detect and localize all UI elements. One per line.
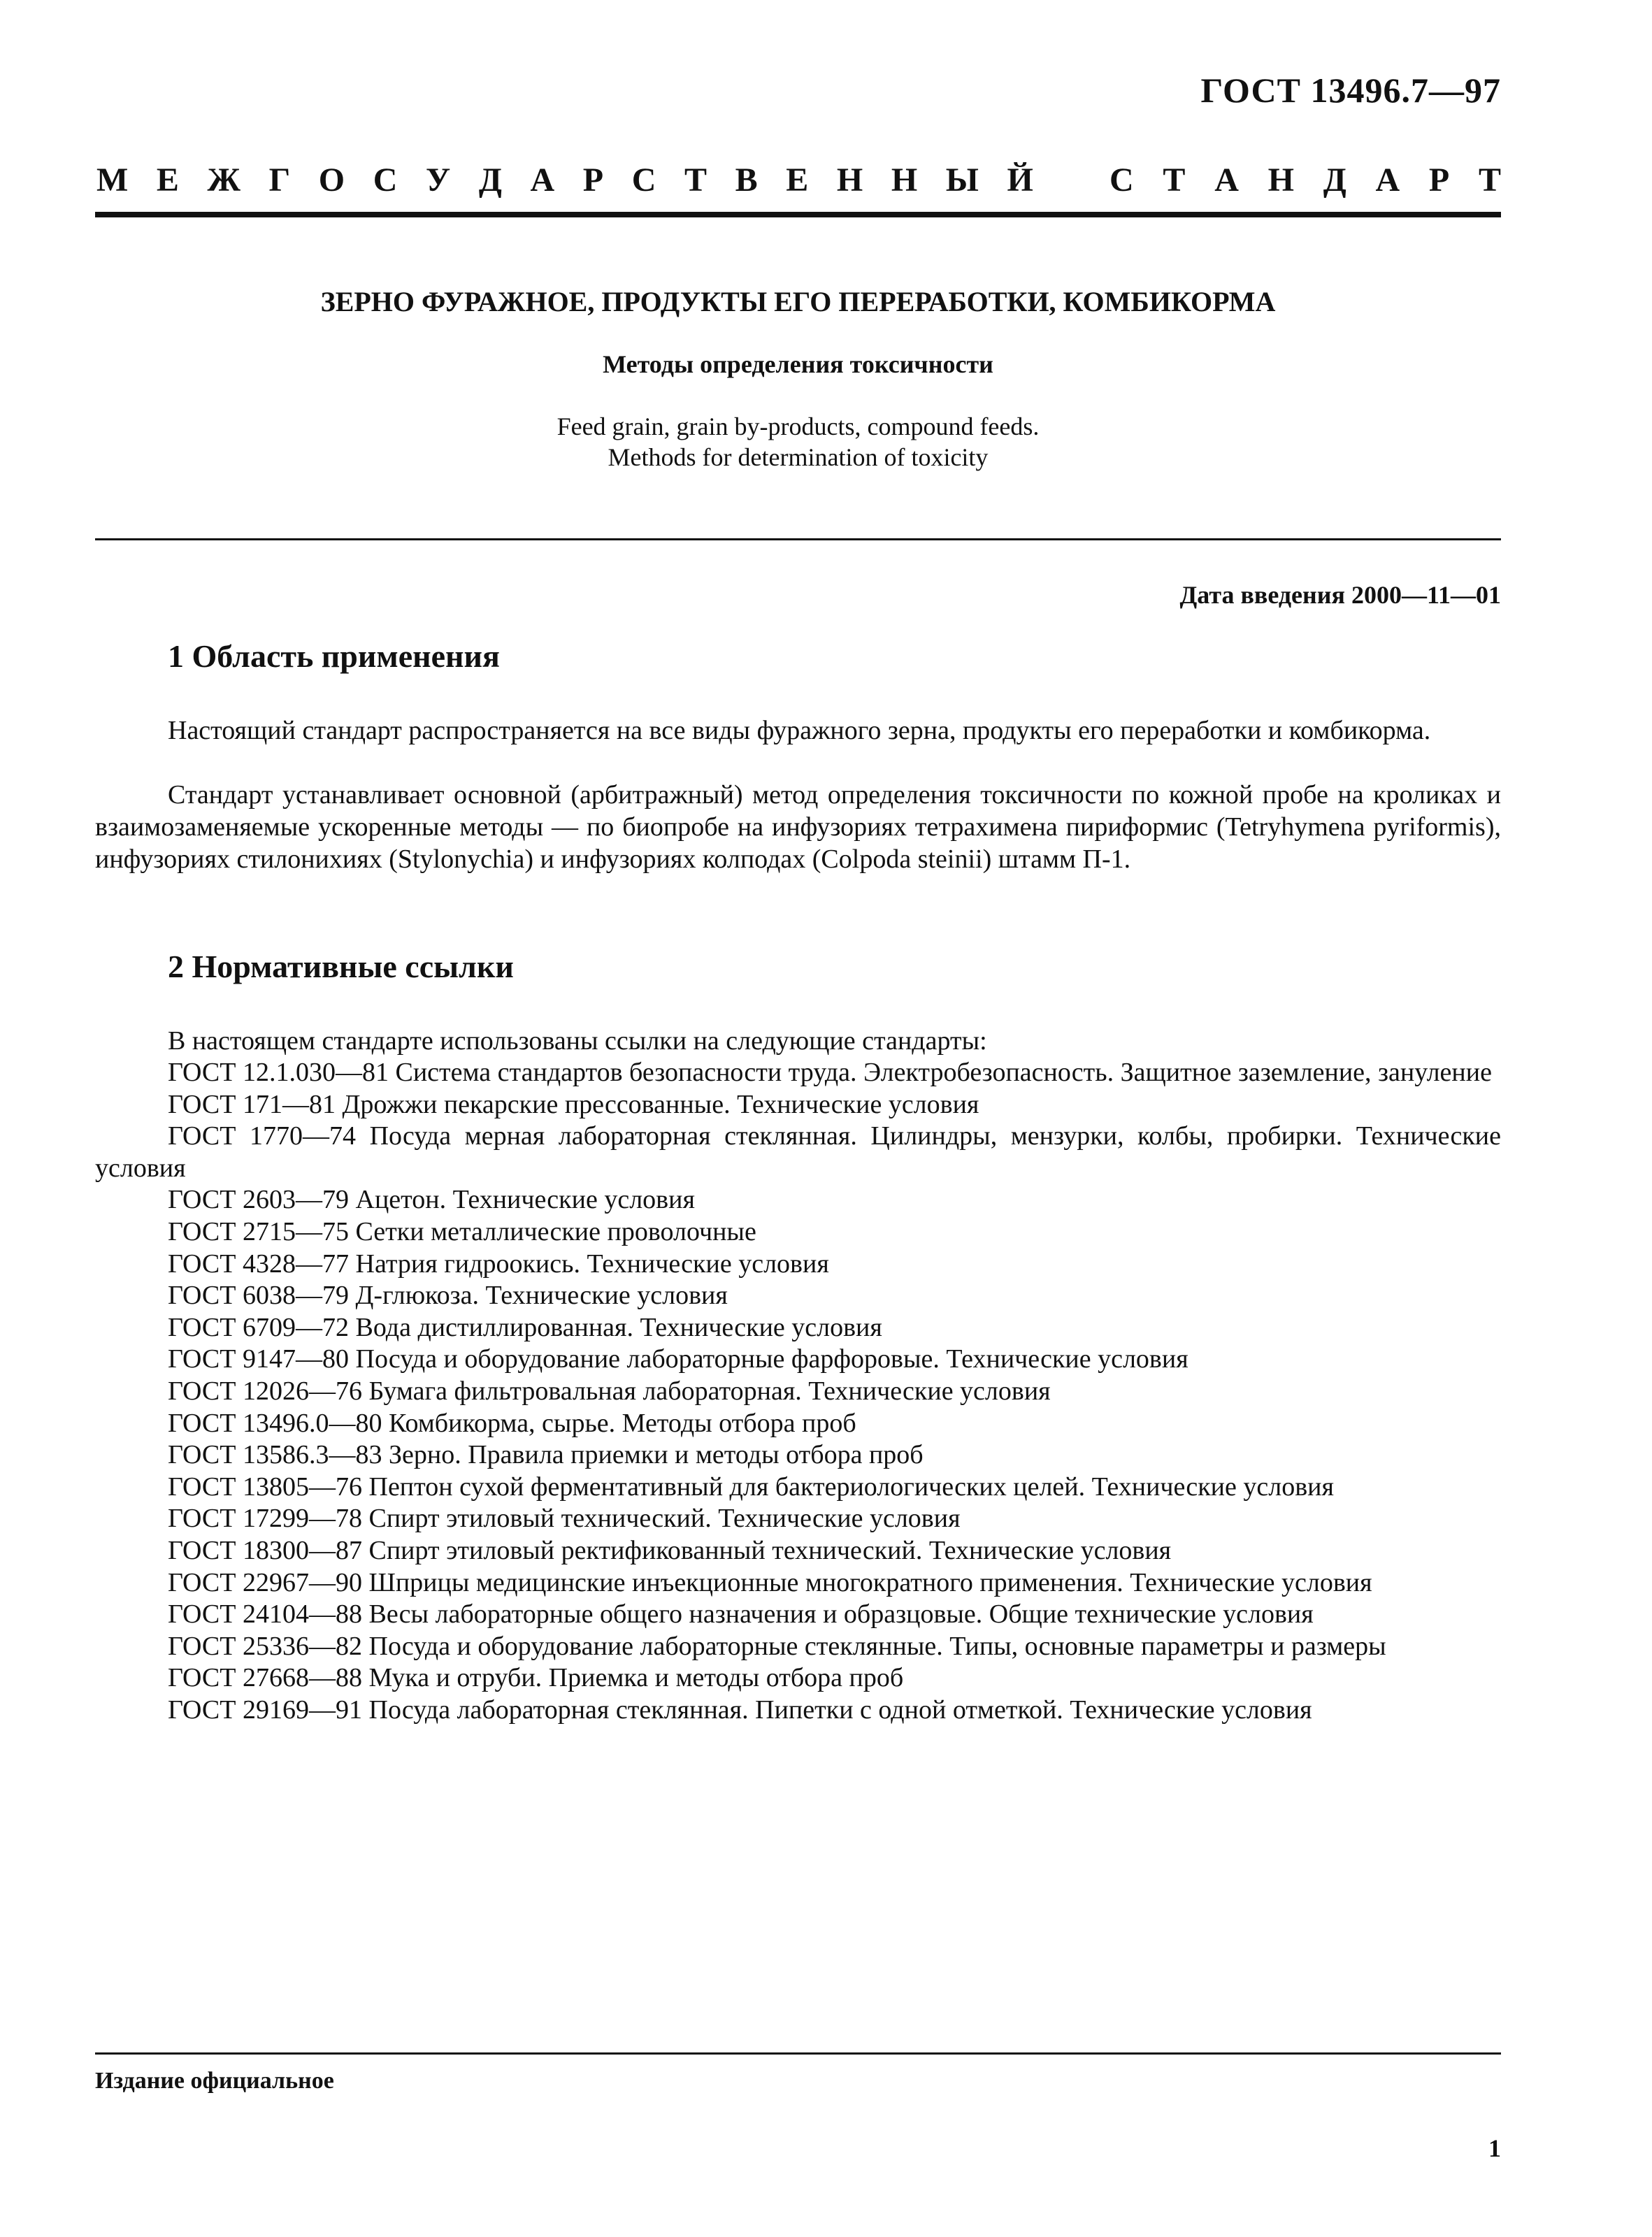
reference-item <box>95 1249 1501 1281</box>
reference-code: ГОСТ 13496.0—80 <box>168 1408 382 1438</box>
reference-code: ГОСТ 12.1.030—81 <box>168 1058 389 1087</box>
english-title <box>95 411 1501 473</box>
reference-code: ГОСТ 12026—76 <box>168 1376 362 1406</box>
title-rule <box>95 538 1501 540</box>
reference-code: ГОСТ 1770—74 <box>168 1121 357 1151</box>
section-2-heading: 2 Нормативные ссылки <box>168 949 514 984</box>
page-title: ЗЕРНО ФУРАЖНОЕ, ПРОДУКТЫ ЕГО ПЕРЕРАБОТКИ, КОМБИКОРМА <box>320 286 1276 317</box>
reference-title: Вода дистиллированная. Технические условия <box>355 1312 882 1342</box>
reference-code: ГОСТ 6038—79 <box>168 1281 349 1311</box>
reference-item <box>95 1631 1501 1663</box>
reference-code: ГОСТ 171—81 <box>168 1089 336 1119</box>
reference-item <box>95 1535 1501 1567</box>
reference-title: Сетки металлические проволочные <box>355 1216 756 1246</box>
reference-item <box>95 1472 1501 1504</box>
reference-code: ГОСТ 2603—79 <box>168 1185 349 1215</box>
reference-item <box>95 1599 1501 1631</box>
references-list <box>95 1057 1501 1726</box>
reference-item <box>95 1216 1501 1249</box>
reference-item <box>95 1503 1501 1535</box>
reference-title: Комбикорма, сырье. Методы отбора проб <box>389 1408 856 1438</box>
reference-title: Ацетон. Технические условия <box>355 1185 695 1215</box>
reference-title: Посуда мерная лабораторная стеклянная. Цилиндры, мензурки, колбы, пробирки. Технические условия <box>95 1121 1502 1183</box>
reference-item <box>95 1089 1501 1121</box>
reference-item <box>95 1439 1501 1472</box>
reference-code: ГОСТ 13586.3—83 <box>168 1440 382 1470</box>
banner-word-standard: С Т А Н Д А Р Т <box>1109 161 1501 199</box>
reference-title: Система стандартов безопасности труда. Электробезопасность. Защитное заземление, зануление <box>395 1058 1492 1087</box>
reference-title: Посуда и оборудование лабораторные фарфоровые. Технические условия <box>355 1344 1188 1374</box>
reference-code: ГОСТ 13805—76 <box>168 1472 362 1502</box>
banner-word-interstate: М Е Ж Г О С У Д А Р С Т В Е Н Н Ы Й <box>96 161 1033 199</box>
header-rule <box>95 212 1501 217</box>
reference-title: Весы лабораторные общего назначения и образцовые. Общие технические условия <box>368 1599 1314 1630</box>
reference-code: ГОСТ 9147—80 <box>168 1344 349 1374</box>
reference-code: ГОСТ 18300—87 <box>168 1535 362 1565</box>
reference-title: Спирт этиловый технический. Технические условия <box>368 1504 961 1534</box>
reference-title: Мука и отруби. Приемка и методы отбора проб <box>368 1663 904 1693</box>
reference-item <box>95 1312 1501 1344</box>
reference-title: Бумага фильтровальная лабораторная. Технические условия <box>368 1376 1051 1406</box>
reference-title: Пептон сухой ферментативный для бактериологических целей. Технические условия <box>368 1472 1334 1502</box>
reference-item <box>95 1408 1501 1440</box>
reference-code: ГОСТ 2715—75 <box>168 1216 349 1246</box>
reference-title: Дрожжи пекарские прессованные. Технические условия <box>342 1089 979 1119</box>
reference-code: ГОСТ 22967—90 <box>168 1567 362 1597</box>
reference-item <box>95 1695 1501 1727</box>
reference-item <box>95 1184 1501 1216</box>
reference-code: ГОСТ 17299—78 <box>168 1504 362 1534</box>
english-title-line-2: Methods for determination of toxicity <box>608 443 989 471</box>
paragraph-text: Настоящий стандарт распространяется на все виды фуражного зерна, продукты его переработки и комбикорма. <box>168 716 1431 745</box>
reference-title: Зерно. Правила приемки и методы отбора проб <box>389 1440 924 1470</box>
reference-code: ГОСТ 4328—77 <box>168 1249 349 1279</box>
reference-title: Д-глюкоза. Технические условия <box>355 1281 728 1311</box>
reference-item <box>95 1280 1501 1312</box>
edition-note: Издание официальное <box>95 2068 334 2094</box>
reference-item <box>95 1344 1501 1376</box>
paragraph-text: Стандарт устанавливает основной (арбитражный) метод определения токсичности по кожной пробе на кроликах и взаимозаменяемые ускоренные методы — по биопробе на инфузориях тетрахимена пириформис (Tetryhymena pyriformis), инфузориях стилонихиях (Stylonychia) и инфузориях колподах (Colpoda steinii) штамм П-1. <box>95 780 1501 874</box>
section-1-paragraph-2 <box>95 779 1501 875</box>
page-number: 1 <box>1488 2134 1501 2162</box>
reference-title: Шприцы медицинские инъекционные многократного применения. Технические условия <box>368 1567 1372 1597</box>
reference-title: Посуда и оборудование лабораторные стеклянные. Типы, основные параметры и размеры <box>368 1631 1386 1661</box>
reference-code: ГОСТ 25336—82 <box>168 1631 362 1661</box>
paragraph-text: В настоящем стандарте использованы ссылки на следующие стандарты: <box>168 1026 987 1056</box>
page-subtitle: Методы определения токсичности <box>603 350 993 378</box>
reference-title: Спирт этиловый ректификованный технический. Технические условия <box>368 1535 1172 1565</box>
section-1-paragraph-1 <box>95 714 1501 747</box>
reference-code: ГОСТ 27668—88 <box>168 1663 362 1693</box>
footer-rule <box>95 2052 1501 2055</box>
reference-code: ГОСТ 29169—91 <box>168 1695 362 1725</box>
english-title-line-1: Feed grain, grain by-products, compound feeds. <box>556 412 1040 440</box>
reference-item <box>95 1057 1501 1089</box>
reference-item <box>95 1376 1501 1408</box>
document-code: ГОСТ 13496.7—97 <box>1200 71 1501 110</box>
reference-item <box>95 1662 1501 1695</box>
reference-title: Натрия гидроокись. Технические условия <box>355 1249 829 1279</box>
reference-item <box>95 1567 1501 1599</box>
reference-title: Посуда лабораторная стеклянная. Пипетки с одной отметкой. Технические условия <box>368 1695 1312 1725</box>
reference-code: ГОСТ 24104—88 <box>168 1599 362 1630</box>
section-1-heading: 1 Область применения <box>168 638 500 674</box>
introduction-date: Дата введения 2000—11—01 <box>1179 581 1501 609</box>
section-2-intro <box>95 1025 1501 1057</box>
standard-banner <box>96 161 1501 199</box>
reference-item <box>95 1121 1501 1184</box>
reference-code: ГОСТ 6709—72 <box>168 1312 349 1342</box>
